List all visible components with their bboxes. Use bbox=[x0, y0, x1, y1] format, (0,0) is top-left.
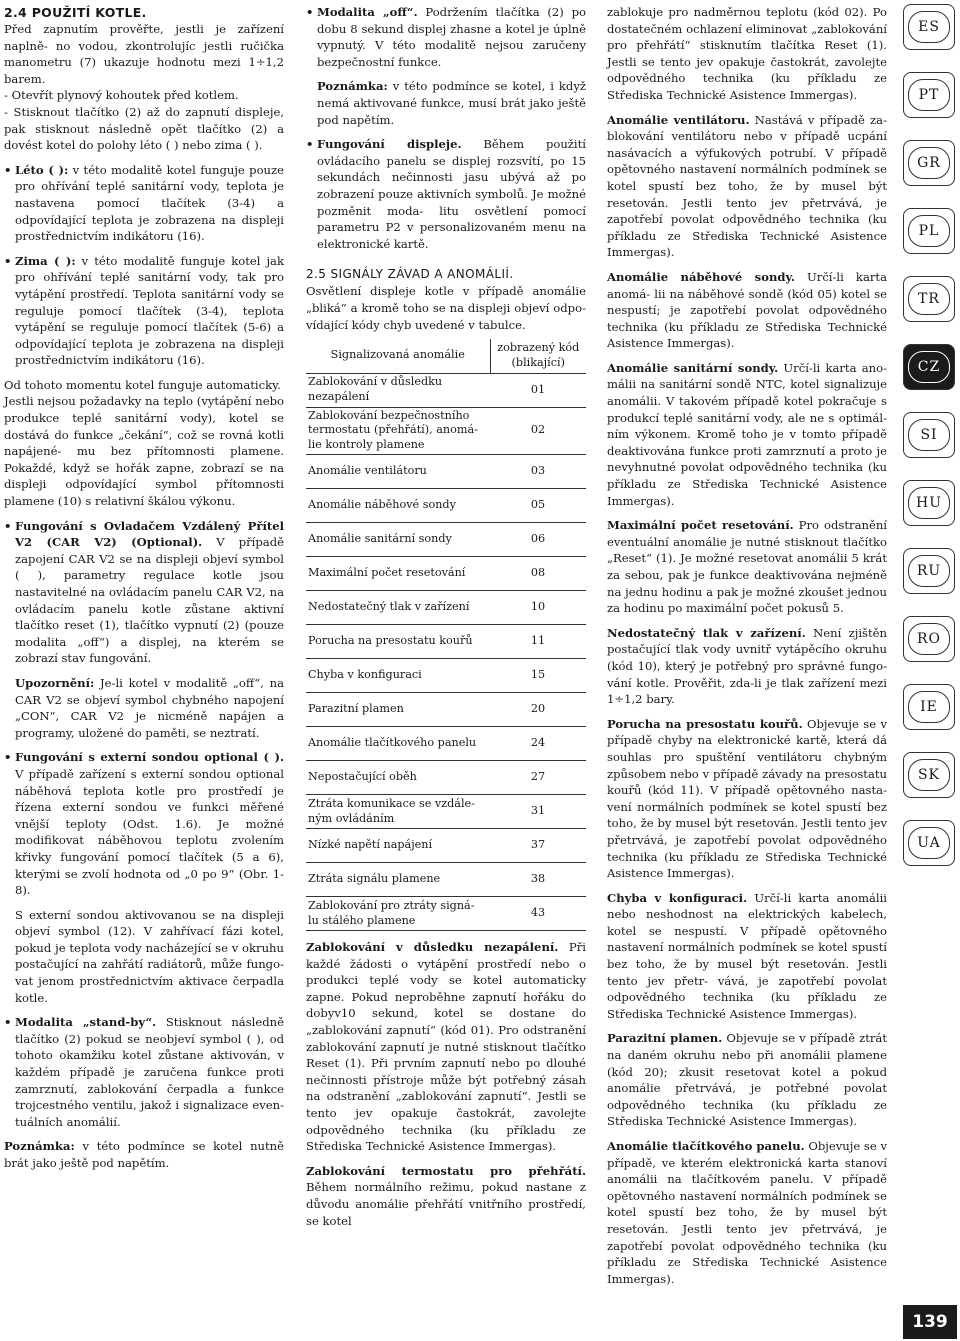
intro-paragraph: Před zapnutím prověřte, jestli je zařízení naplně- no vodou, zkontrolujíc jestli ručička manometru (7) ukazuje hodnotu mezi 1÷1,2 barem. bbox=[4, 22, 284, 86]
table-row bbox=[306, 897, 586, 931]
fan-anomaly-text: Nastává v případě za- blokování ventilátoru nebo v případě ucpání nasávacích a výfukových potrubí. V případě opětovného nastavení normálních podmínek se kotel spustí bez toho, že by musel být resetován. Jestli tento jev přetrvává, je zapotřebí povolat odpovědného technika (ku příkladu ze Střediska Technické Asistence Immergas). bbox=[607, 112, 887, 260]
max-reset-title: Maximální počet resetování. bbox=[607, 518, 794, 533]
anomaly-name-cell: Anomálie tlačítkového panelu bbox=[306, 727, 490, 761]
anomaly-name-cell: Porucha na presostatu kouřů bbox=[306, 625, 490, 659]
table-row bbox=[306, 523, 586, 557]
table-row bbox=[306, 625, 586, 659]
anomaly-code-cell: 05 bbox=[490, 489, 586, 523]
off-note-title: Poznámka: bbox=[317, 79, 388, 94]
leto-title: Léto ( ): bbox=[15, 162, 69, 177]
anomaly-name-cell: Parazitní plamen bbox=[306, 693, 490, 727]
page-number: 139 bbox=[903, 1305, 957, 1339]
language-tab-ro[interactable] bbox=[903, 616, 955, 662]
note-title: Poznámka: bbox=[4, 1139, 75, 1154]
language-tab-tr[interactable] bbox=[903, 276, 955, 322]
table-row bbox=[306, 455, 586, 489]
flue-pressostat-title: Porucha na presostatu kouřů. bbox=[607, 716, 803, 731]
standby-bullet bbox=[4, 1014, 284, 1130]
anomaly-name-cell: Nízké napětí napájení bbox=[306, 829, 490, 863]
anomaly-name-cell: Zablokování bezpečnostního termostatu (přehřátí), anomá- lie kontroly plamene bbox=[306, 407, 490, 454]
off-note-text: v této podmínce se kotel, i když nemá aktivované funkce, musí brát jako ještě pod napětím. bbox=[317, 79, 586, 127]
anomaly-code-cell: 08 bbox=[490, 557, 586, 591]
external-probe-title: Fungování s externí sondou optional ( ). bbox=[15, 750, 284, 765]
language-tab-label: UA bbox=[908, 827, 950, 859]
external-probe-paragraph-2: S externí sondou aktivovanou se na displeji objeví symbol (12). V zahřívací fázi kotel, pokud je teplota vody nacházející se v okruhu postačující na zahřátí radiátorů, může fungo- vat jenom prostřednictvím aktivace čerpadla kotle. bbox=[15, 907, 284, 1005]
table-row bbox=[306, 863, 586, 897]
column-header-anomaly: Signalizovaná anomálie bbox=[306, 339, 490, 373]
low-pressure-paragraph bbox=[607, 625, 887, 708]
anomaly-code-cell: 20 bbox=[490, 693, 586, 727]
flow-probe-title: Anomálie náběhové sondy. bbox=[607, 269, 795, 284]
note-text: v této podmínce se kotel nutně brát jako ještě pod napětím. bbox=[4, 1139, 284, 1170]
parasitic-flame-text: Objevuje se v případě ztrát na daném okruhu nebo při anomálii plamene (kód 20); zkusit resetovat kotel a pokud anomálie přetrvává, je potřebné povolat odpovědného technika (ku příkladu ze Střediska Technické Asistence Immergas). bbox=[607, 1031, 888, 1129]
flow-probe-paragraph bbox=[607, 269, 887, 352]
table-header-row bbox=[306, 339, 586, 373]
table-row bbox=[306, 761, 586, 795]
anomaly-name-cell: Nedostatečný tlak v zařízení bbox=[306, 591, 490, 625]
language-tab-label: PT bbox=[908, 79, 950, 111]
intro-gas-step: - Otevřít plynový kohoutek před kotlem. bbox=[4, 88, 239, 103]
thermostat-block-title: Zablokování termostatu pro přehřátí. bbox=[306, 1163, 586, 1178]
language-tab-label: IE bbox=[908, 691, 950, 723]
intro-button-step: - Stisknout tlačítko (2) až do zapnutí displeje, pak stisknout následně opět tlačítko (2) a dovést kotel do polohy léto ( ) nebo zima ( ). bbox=[4, 104, 284, 153]
zima-title: Zima ( ): bbox=[15, 253, 76, 268]
keypad-anomaly-paragraph bbox=[607, 1138, 887, 1287]
language-tab-hu[interactable] bbox=[903, 480, 955, 526]
leto-bullet bbox=[4, 162, 284, 245]
external-probe-text: V případě zařízení s externí sondou optional náběhová teplota kotle pro prostředí je řízena externí sondou ve funkci měřené vnější teploty (Odst. 1.6). Je možné modifikovat náběhovou teplotu zvolením křivky fungování pomocí tlačítek (5 a 6), kterými se zvolí hodnota od „0 po 9“ (Obr. 1-8). bbox=[15, 766, 284, 898]
language-tab-label: ES bbox=[908, 11, 950, 43]
anomaly-name-cell: Maximální počet resetování bbox=[306, 557, 490, 591]
language-tab-sk[interactable] bbox=[903, 752, 955, 798]
display-bullet bbox=[306, 136, 586, 252]
anomaly-code-cell: 15 bbox=[490, 659, 586, 693]
off-title: Modalita „off“. bbox=[317, 5, 418, 19]
anomaly-code-cell: 03 bbox=[490, 455, 586, 489]
car-text: V případě zapojení CAR V2 se na displeji objeví symbol ( ), parametry regulace kotle jsou nastavitelné na ovládacím panelu CAR V2, na ovládacím panelu kotle zůstane aktivní tlačítko reset (1), tlačítko vypnutí (2) (pouze modalita „off“) a displej, na kterém se zobrazí stav fungování. bbox=[15, 535, 284, 666]
anomaly-name-cell: Zablokování v důsledku nezapálení bbox=[306, 373, 490, 407]
language-tabs bbox=[903, 4, 959, 888]
anomaly-code-cell: 01 bbox=[490, 373, 586, 407]
language-tab-cz[interactable] bbox=[903, 344, 955, 390]
standby-text: Stisknout následně tlačítko (2) pokud se neobjeví symbol ( ), od tohoto okamžiku kotel zůstane aktivován, v každém případě je zaručena funkce proti zamrznutí, zablokování čerpadla a funkce trojcestného ventilu, jakož i signalizace even- tuálních anomálií. bbox=[15, 1015, 284, 1129]
off-text: Podržením tlačítka (2) po dobu 8 sekund displej zhasne a kotel je úplně vypnutý. V této modalitě nejsou zaručeny bezpečnostní funkce. bbox=[317, 5, 586, 69]
off-bullet bbox=[306, 4, 586, 70]
note-paragraph bbox=[4, 1138, 284, 1171]
parasitic-flame-paragraph bbox=[607, 1030, 887, 1130]
anomaly-code-cell: 11 bbox=[490, 625, 586, 659]
table-row bbox=[306, 373, 586, 407]
language-tab-ie[interactable] bbox=[903, 684, 955, 730]
auto-paragraph: Od tohoto momentu kotel funguje automaticky. bbox=[4, 377, 281, 392]
section-heading-2-5: 2.5 SIGNÁLY ZÁVAD A ANOMÁLIÍ. bbox=[306, 267, 514, 282]
language-tab-label: RO bbox=[908, 623, 950, 655]
anomaly-name-cell: Anomálie ventilátoru bbox=[306, 455, 490, 489]
flue-pressostat-paragraph bbox=[607, 716, 887, 882]
ignition-block-text: Při každé žádosti o vytápění prostředí nebo o produkci teplé vody se kotel automaticky zapne. Pokud neproběhne zapnutí hořáku do dobyv10 sekund, kotel se dostane do „zablokování zapnutí“ (kód 01). Pro odstranění zablokování zapnutí je nutné stisknout tlačítko Reset (1). Při prvním zapnutí nebo po dlouhé nečinnosti přístroje může být potřebný zásah na odstranění „zablokování zapnutí“. Jestli se tento jev opakuje častokrát, zavolejte odpovědného technika (ku příkladu ze Střediska Technické Asistence Immergas). bbox=[306, 940, 586, 1154]
language-tab-label: GR bbox=[908, 147, 950, 179]
off-note bbox=[306, 78, 586, 128]
config-error-text: Určí-li karta anomálii nebo neshodnost na elektrických kabelech, kotel se nespustí. V případě opětovného nastavení normálních podmínek se kotel spustí bez toho, že by musel být resetován. Jestli tento jev přetr- vává, je zapotřebí povolat odpovědného technika (ku příkladu ze Střediska Technické Asistence Immergas). bbox=[607, 890, 887, 1021]
fan-anomaly-paragraph bbox=[607, 112, 887, 261]
dhw-probe-title: Anomálie sanitární sondy. bbox=[607, 360, 779, 375]
language-tab-label: SI bbox=[908, 419, 950, 451]
language-tab-label: SK bbox=[908, 759, 950, 791]
column-3 bbox=[607, 4, 887, 1295]
anomaly-code-cell: 31 bbox=[490, 795, 586, 829]
table-row bbox=[306, 591, 586, 625]
anomaly-table bbox=[306, 339, 586, 931]
column-header-code: zobrazený kód (blikající) bbox=[490, 339, 586, 373]
anomaly-name-cell: Ztráta komunikace se vzdále- ným ovládáním bbox=[306, 795, 490, 829]
table-row bbox=[306, 489, 586, 523]
table-row bbox=[306, 407, 586, 454]
max-reset-text: Pro odstranění eventuální anomálie je nutné stisknout tlačítko „Reset“ (1). Je možné resetovat anomálii 5 krát za sebou, pak je funkce deaktivována nejméně na jednu hodinu a pak je možné zkoušet jednou za hodinu po maximální počet pokusů 5. bbox=[607, 518, 887, 616]
language-tab-label: CZ bbox=[908, 351, 950, 383]
parasitic-flame-title: Parazitní plamen. bbox=[607, 1031, 723, 1046]
external-probe-bullet bbox=[4, 749, 284, 898]
warning-text: Je-li kotel v modalitě „off“, na CAR V2 se objeví symbol chybného napojení „CON“, CAR V2 je nicméně napájen a programy, uložené do paměti, se neztratí. bbox=[15, 675, 284, 740]
thermostat-block-text: Během normálního režimu, pokud nastane z důvodu anomálie přehřátí vnitřního prostředí, se kotel bbox=[306, 1180, 586, 1228]
language-tab-pt[interactable] bbox=[903, 72, 955, 118]
table-row bbox=[306, 727, 586, 761]
anomaly-code-cell: 43 bbox=[490, 897, 586, 931]
anomaly-code-cell: 24 bbox=[490, 727, 586, 761]
display-text: Během použití ovládacího panelu se displej rozsvítí, po 15 sekundách nečinnosti jasu ubývá až po zobrazení pouze aktivních symbolů. Je možné pozměnit moda- litu osvětlení pomocí parametru P2 v personalizovaném menu na elektronické kartě. bbox=[317, 137, 586, 251]
anomaly-code-cell: 27 bbox=[490, 761, 586, 795]
language-tab-ua[interactable] bbox=[903, 820, 955, 866]
column-1 bbox=[4, 4, 284, 1180]
dhw-probe-text: Určí-li karta ano- málii na sanitární sondě NTC, kotel signalizuje anomálii. V takovém případě kotel pokračuje s produkcí teplé sanitární vody, ale ne s optimál- ním výkonem. Kromě toho je v tomto případě deaktivována funkce proti zamrznutí a proto je nevyhnutné povolat odpovědného technika (ku příkladu ze Střediska Technické Asistence Immergas). bbox=[607, 360, 887, 508]
language-tab-label: TR bbox=[908, 283, 950, 315]
anomaly-code-cell: 02 bbox=[490, 407, 586, 454]
leto-text: v této modalitě kotel funguje pouze pro ohřívání teplé sanitární vody, teplota je nastavena pomocí tlačítek (3-4) a odpovídající teplota je zobrazena na displeji prostřednictvím indikátoru (16). bbox=[15, 162, 284, 244]
language-tab-es[interactable] bbox=[903, 4, 955, 50]
config-error-title: Chyba v konfiguraci. bbox=[607, 890, 748, 905]
anomaly-code-cell: 37 bbox=[490, 829, 586, 863]
flue-pressostat-text: Objevuje se v případě chyby na elektronické kartě, která dá souhlas pro spuštění ventilátoru chybným způsobem nebo v případě závady na presostatu kouřů (kód 11). V případě opětovného nasta- vení normálních podmínek se kotel spustí bez toho, že by musel být resetován. Jestli tento jev přetrvává, je zapotřebí povolat odpovědného technika (ku příkladu ze Střediska Technické Asistence Immergas). bbox=[607, 716, 887, 881]
flow-probe-text: Určí-li karta anomá- lii na náběhové sondě (kód 05) kotel se nespustí; je zapotřebí povolat odpovědného technika (ku příkladu ze Střediska Technické Asistence Immergas). bbox=[607, 269, 887, 351]
section-heading-2-4: 2.4 POUŽITÍ KOTLE. bbox=[4, 5, 147, 20]
anomaly-code-cell: 10 bbox=[490, 591, 586, 625]
table-row bbox=[306, 557, 586, 591]
anomaly-name-cell: Zablokování pro ztráty signá- lu stálého plamene bbox=[306, 897, 490, 931]
keypad-anomaly-title: Anomálie tlačítkového panelu. bbox=[607, 1139, 805, 1153]
display-title: Fungování displeje. bbox=[317, 137, 462, 152]
config-error-paragraph bbox=[607, 890, 887, 1023]
max-reset-paragraph bbox=[607, 517, 887, 617]
standby-title: Modalita „stand-by“. bbox=[15, 1015, 157, 1030]
section-intro: Osvětlení displeje kotle v případě anomálie „bliká“ a kromě toho se na displeji objeví odpo- vídající kódy chyb uvedené v tabulce. bbox=[306, 284, 586, 332]
car-title: Fungování s Ovladačem Vzdálený Přítel V2 (CAR V2) (Optional). bbox=[15, 518, 284, 550]
language-tab-label: HU bbox=[908, 487, 950, 519]
language-tab-label: RU bbox=[908, 555, 950, 587]
low-pressure-title: Nedostatečný tlak v zařízení. bbox=[607, 625, 806, 640]
zima-text: v této modalitě funguje kotel jak pro ohřívání teplé sanitární vody, tak pro vytápění prostředí. Teplota sanitární vody se reguluje pomocí tlačítek (3-4), teplota vytápění se reguluje pomocí tlačítek (5-6) a odpovídající teplota je zobrazena na displeji prostřednictvím indikátoru (16). bbox=[15, 253, 284, 368]
anomaly-name-cell: Anomálie sanitární sondy bbox=[306, 523, 490, 557]
anomaly-code-cell: 38 bbox=[490, 863, 586, 897]
table-row bbox=[306, 795, 586, 829]
anomaly-name-cell: Nepostačující oběh bbox=[306, 761, 490, 795]
zima-bullet bbox=[4, 253, 284, 369]
language-tab-gr[interactable] bbox=[903, 140, 955, 186]
anomaly-code-cell: 06 bbox=[490, 523, 586, 557]
anomaly-name-cell: Anomálie náběhové sondy bbox=[306, 489, 490, 523]
warning-title: Upozornění: bbox=[15, 675, 95, 690]
table-row bbox=[306, 693, 586, 727]
table-row bbox=[306, 659, 586, 693]
keypad-anomaly-text: Objevuje se v případě, ve kterém elektronická karta stanoví anomálii na tlačítkovém panelu. V případě opětovného nastavení normálních podmínek se kotel spustí bez toho, že by musel být resetován. Jestli tento jev přetrvává, je zapotřebí povolat odpovědného technika (ku příkladu ze Střediska Technické Asistence Immergas). bbox=[607, 1139, 887, 1286]
demand-paragraph: Jestli nejsou požadavky na teplo (vytápění nebo produkce teplé sanitární vody), kotel se dostává do funkce „čekání“, což se rovná kotli napájené- mu bez přítomnosti plamene. Pokaždé, když se hořák zapne, zobrazí se na displeji odpovídající symbol přítomnosti plamene (10) s relativní škálou výkonu. bbox=[4, 394, 284, 509]
language-tab-ru[interactable] bbox=[903, 548, 955, 594]
anomaly-name-cell: Ztráta signálu plamene bbox=[306, 863, 490, 897]
ignition-block-title: Zablokování v důsledku nezapálení. bbox=[306, 940, 559, 955]
column-2 bbox=[306, 4, 586, 1237]
ignition-block-paragraph bbox=[306, 939, 586, 1155]
anomaly-name-cell: Chyba v konfiguraci bbox=[306, 659, 490, 693]
car-bullet bbox=[4, 518, 284, 667]
language-tab-label: PL bbox=[908, 215, 950, 247]
continuation-paragraph: zablokuje pro nadměrnou teplotu (kód 02). Po dostatečném ochlazení eliminovat „zablokování pro přehřátí“ stisknutím tlačítka Reset (1). Jestli se tento jev opakuje častokrát, zavolejte odpovědného technika (ku příkladu ze Střediska Technické Asistence Immergas). bbox=[607, 5, 887, 102]
table-row bbox=[306, 829, 586, 863]
low-pressure-text: Není zjištěn postačující tlak vody uvnitř vytápěcího okruhu (kód 10), který je potřebný pro správné fungo- vání kotle. Prověřit, zda-li je tlak zařízení mezi 1÷1,2 bary. bbox=[607, 625, 887, 707]
warning-paragraph bbox=[4, 675, 284, 741]
fan-anomaly-title: Anomálie ventilátoru. bbox=[607, 112, 750, 127]
dhw-probe-paragraph bbox=[607, 360, 887, 509]
thermostat-block-paragraph bbox=[306, 1163, 586, 1229]
language-tab-pl[interactable] bbox=[903, 208, 955, 254]
language-tab-si[interactable] bbox=[903, 412, 955, 458]
